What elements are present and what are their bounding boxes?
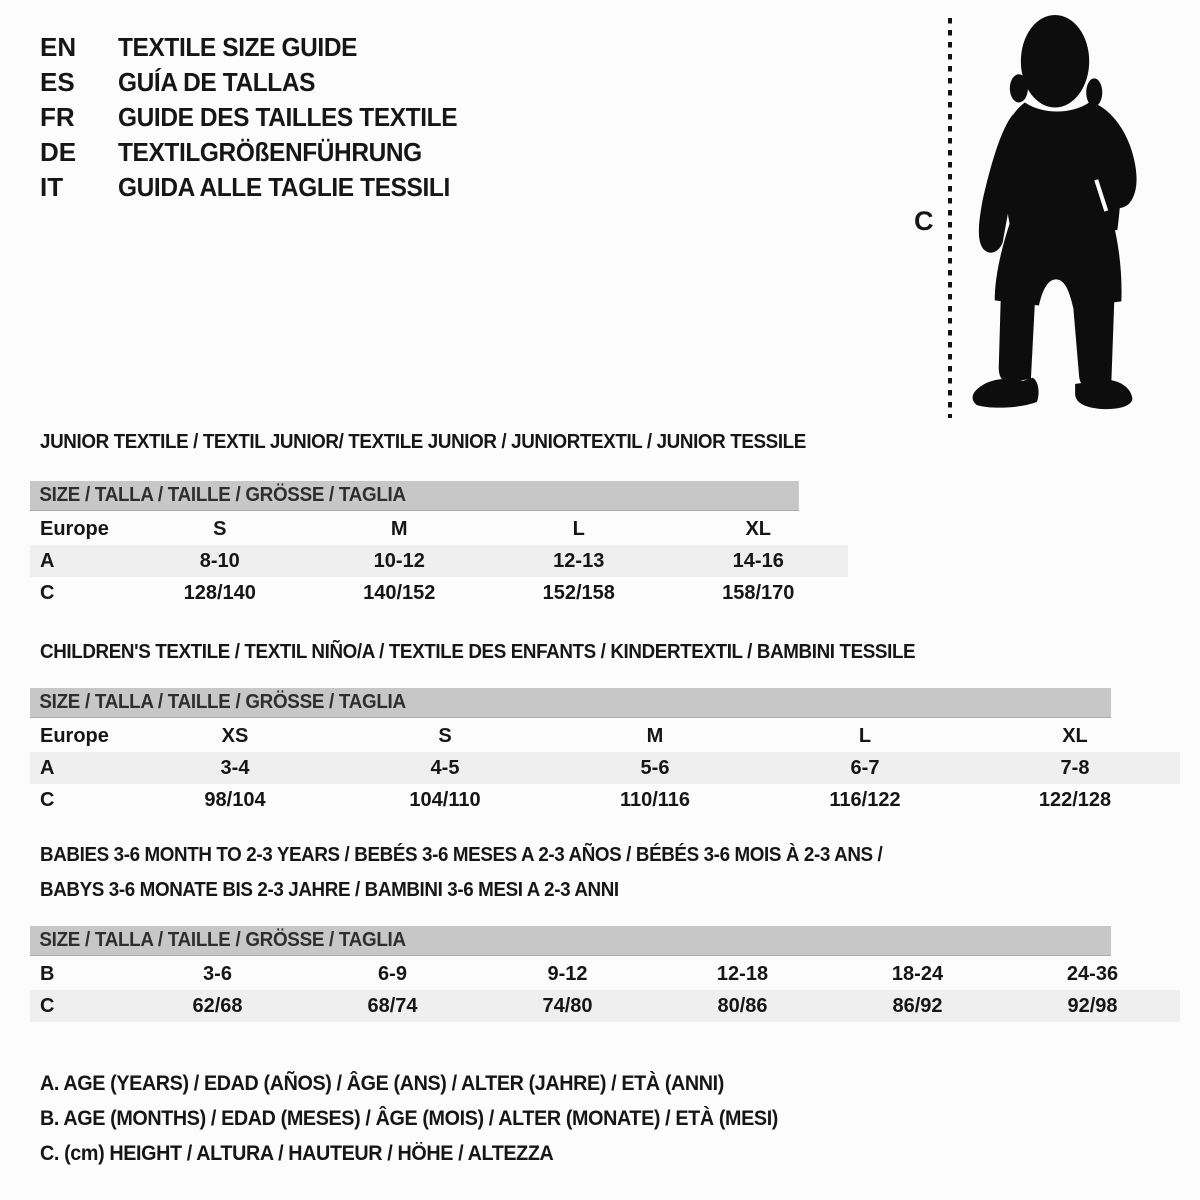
toddler-silhouette: [958, 14, 1140, 416]
age-cell: 12-18: [716, 963, 769, 985]
junior-size-table: [30, 481, 848, 609]
height-cell: 116/122: [829, 789, 901, 811]
legend-age-months: B. AGE (MONTHS) / EDAD (MESES) / ÂGE (MOIS) / ALTER (MONATE) / ETÀ (MESI): [40, 1107, 779, 1130]
language-title-list: [40, 30, 479, 205]
age-cell: 18-24: [891, 963, 944, 985]
legend-age-years: A. AGE (YEARS) / EDAD (AÑOS) / ÂGE (ANS) / ALTER (JAHRE) / ETÀ (ANNI): [40, 1072, 724, 1095]
language-code: EN: [40, 32, 77, 62]
row-label: C: [40, 995, 55, 1017]
height-cell: 128/140: [183, 582, 256, 604]
size-cell: S: [213, 518, 227, 540]
age-cell: 9-12: [547, 963, 588, 985]
age-cell: 24-36: [1066, 963, 1119, 985]
guide-title-es: GUÍA DE TALLAS: [118, 67, 316, 97]
row-label: B: [40, 963, 55, 985]
language-row-de: [40, 135, 479, 170]
language-row-es: [40, 65, 479, 100]
age-cell: 3-4: [220, 757, 250, 779]
guide-title-it: GUIDA ALLE TAGLIE TESSILI: [118, 172, 450, 202]
height-cell: 62/68: [192, 995, 243, 1017]
age-cell: 7-8: [1060, 757, 1090, 779]
guide-title-en: TEXTILE SIZE GUIDE: [118, 32, 358, 62]
children-section-title: CHILDREN'S TEXTILE / TEXTIL NIÑO/A / TEXTILE DES ENFANTS / KINDERTEXTIL / BAMBINI TESSILE: [40, 641, 916, 663]
babies-table-header: SIZE / TALLA / TAILLE / GRÖSSE / TAGLIA: [30, 926, 1111, 956]
height-cell: 98/104: [204, 789, 266, 811]
guide-title-fr: GUIDE DES TAILLES TEXTILE: [118, 102, 458, 132]
height-cell: 74/80: [542, 995, 593, 1017]
babies-section-title-line1: BABIES 3-6 MONTH TO 2-3 YEARS / BEBÉS 3-6 MESES A 2-3 AÑOS / BÉBÉS 3-6 MOIS À 2-3 ANS /: [40, 844, 883, 866]
size-cell: M: [390, 518, 408, 540]
legend-height-cm: C. (cm) HEIGHT / ALTURA / HAUTEUR / HÖHE / ALTEZZA: [40, 1142, 554, 1165]
language-row-it: [40, 170, 479, 205]
junior-table-header: SIZE / TALLA / TAILLE / GRÖSSE / TAGLIA: [30, 481, 799, 511]
age-cell: 14-16: [732, 550, 784, 572]
junior-row-age-years: [30, 545, 848, 577]
height-cell: 140/152: [363, 582, 436, 604]
row-label: A: [40, 550, 55, 572]
children-row-europe: [30, 720, 1180, 752]
size-cell: M: [646, 725, 664, 747]
height-cell: 104/110: [409, 789, 481, 811]
language-code: IT: [40, 172, 64, 202]
language-row-fr: [40, 100, 479, 135]
age-cell: 5-6: [640, 757, 670, 779]
row-label: Europe: [40, 725, 109, 747]
size-cell: L: [858, 725, 872, 747]
children-row-height-cm: [30, 784, 1180, 816]
children-table-header: SIZE / TALLA / TAILLE / GRÖSSE / TAGLIA: [30, 688, 1111, 718]
row-label: C: [40, 582, 55, 604]
junior-section-title: JUNIOR TEXTILE / TEXTIL JUNIOR/ TEXTILE JUNIOR / JUNIORTEXTIL / JUNIOR TESSILE: [40, 431, 806, 453]
height-cell: 86/92: [892, 995, 943, 1017]
row-label: C: [40, 789, 55, 811]
height-cell: 122/128: [1038, 789, 1112, 811]
age-cell: 6-9: [378, 963, 407, 985]
height-cell: 68/74: [367, 995, 418, 1017]
age-cell: 10-12: [373, 550, 425, 572]
babies-section-title-line2: BABYS 3-6 MONATE BIS 2-3 JAHRE / BAMBINI 3-6 MESI A 2-3 ANNI: [40, 879, 619, 901]
height-cell: 92/98: [1067, 995, 1118, 1017]
age-cell: 8-10: [199, 550, 240, 572]
babies-row-height-cm: [30, 990, 1180, 1022]
height-dashed-line: [946, 18, 954, 418]
language-row-en: [40, 30, 479, 65]
language-code: DE: [40, 137, 77, 167]
age-cell: 3-6: [203, 963, 232, 985]
age-cell: 6-7: [850, 757, 880, 779]
height-cell: 152/158: [542, 582, 615, 604]
language-code: ES: [40, 67, 75, 97]
age-cell: 4-5: [430, 757, 460, 779]
size-cell: L: [572, 518, 585, 540]
junior-row-height-cm: [30, 577, 848, 609]
size-cell: XL: [745, 518, 772, 540]
row-label: Europe: [40, 518, 109, 540]
size-cell: XS: [221, 725, 249, 747]
babies-row-age-months: [30, 958, 1180, 990]
height-cell: 110/116: [619, 789, 691, 811]
size-cell: XL: [1062, 725, 1088, 747]
babies-size-table: [30, 926, 1180, 1022]
size-cell: S: [438, 725, 452, 747]
row-label: A: [40, 757, 55, 779]
height-measure-label: C: [914, 206, 934, 236]
age-cell: 12-13: [553, 550, 605, 572]
language-code: FR: [40, 102, 75, 132]
children-row-age-years: [30, 752, 1180, 784]
height-cell: 80/86: [717, 995, 768, 1017]
junior-row-europe: [30, 513, 848, 545]
children-size-table: [30, 688, 1180, 816]
guide-title-de: TEXTILGRÖßENFÜHRUNG: [118, 137, 422, 167]
measure-legend: [40, 1066, 825, 1171]
height-cell: 158/170: [722, 582, 795, 604]
